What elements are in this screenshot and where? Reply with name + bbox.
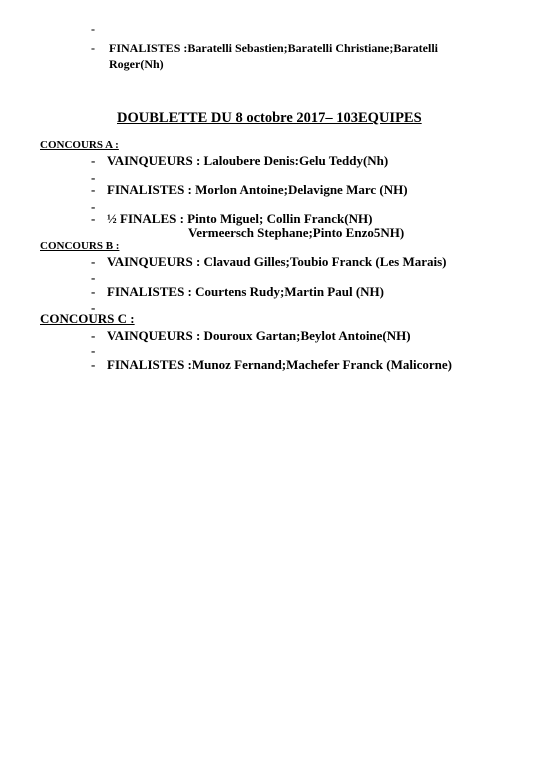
bullet-dash: - (91, 199, 96, 214)
concours-a-winners: VAINQUEURS : Laloubere Denis:Gelu Teddy(Nh) (107, 153, 389, 168)
bullet-dash: - (91, 254, 96, 269)
concours-b-winners: VAINQUEURS : Clavaud Gilles;Toubio Franck (Les Marais) (107, 254, 447, 269)
section-title: DOUBLETTE DU 8 octobre 2017– 103EQUIPES (117, 110, 422, 126)
bullet-dash: - (91, 22, 95, 36)
concours-b-heading: CONCOURS B : (40, 240, 120, 252)
bullet-dash: - (91, 357, 96, 372)
previous-finalists-line1: FINALISTES :Baratelli Sebastien;Baratelli Christiane;Baratelli (109, 41, 438, 55)
bullet-dash: - (91, 41, 95, 55)
concours-b-finalists: FINALISTES : Courtens Rudy;Martin Paul (NH) (107, 284, 384, 299)
bullet-dash: - (91, 211, 96, 226)
bullet-dash: - (91, 153, 96, 168)
bullet-dash: - (91, 300, 96, 315)
previous-finalists-line2: Roger(Nh) (109, 57, 164, 71)
bullet-dash: - (91, 328, 96, 343)
bullet-dash: - (91, 182, 96, 197)
concours-a-semifinals: ½ FINALES : Pinto Miguel; Collin Franck(NH) (107, 211, 373, 226)
concours-c-finalists: FINALISTES :Munoz Fernand;Machefer Franck (Malicorne) (107, 357, 452, 372)
concours-a-finalists: FINALISTES : Morlon Antoine;Delavigne Marc (NH) (107, 182, 408, 197)
concours-a-heading: CONCOURS A : (40, 139, 119, 151)
bullet-dash: - (91, 284, 96, 299)
concours-a-semifinals-2: Vermeersch Stephane;Pinto Enzo5NH) (188, 225, 405, 240)
bullet-dash: - (91, 270, 96, 285)
concours-c-winners: VAINQUEURS : Douroux Gartan;Beylot Antoine(NH) (107, 328, 411, 343)
concours-c-heading: CONCOURS C : (40, 311, 135, 326)
bullet-dash: - (91, 343, 96, 358)
bullet-dash: - (91, 170, 96, 185)
